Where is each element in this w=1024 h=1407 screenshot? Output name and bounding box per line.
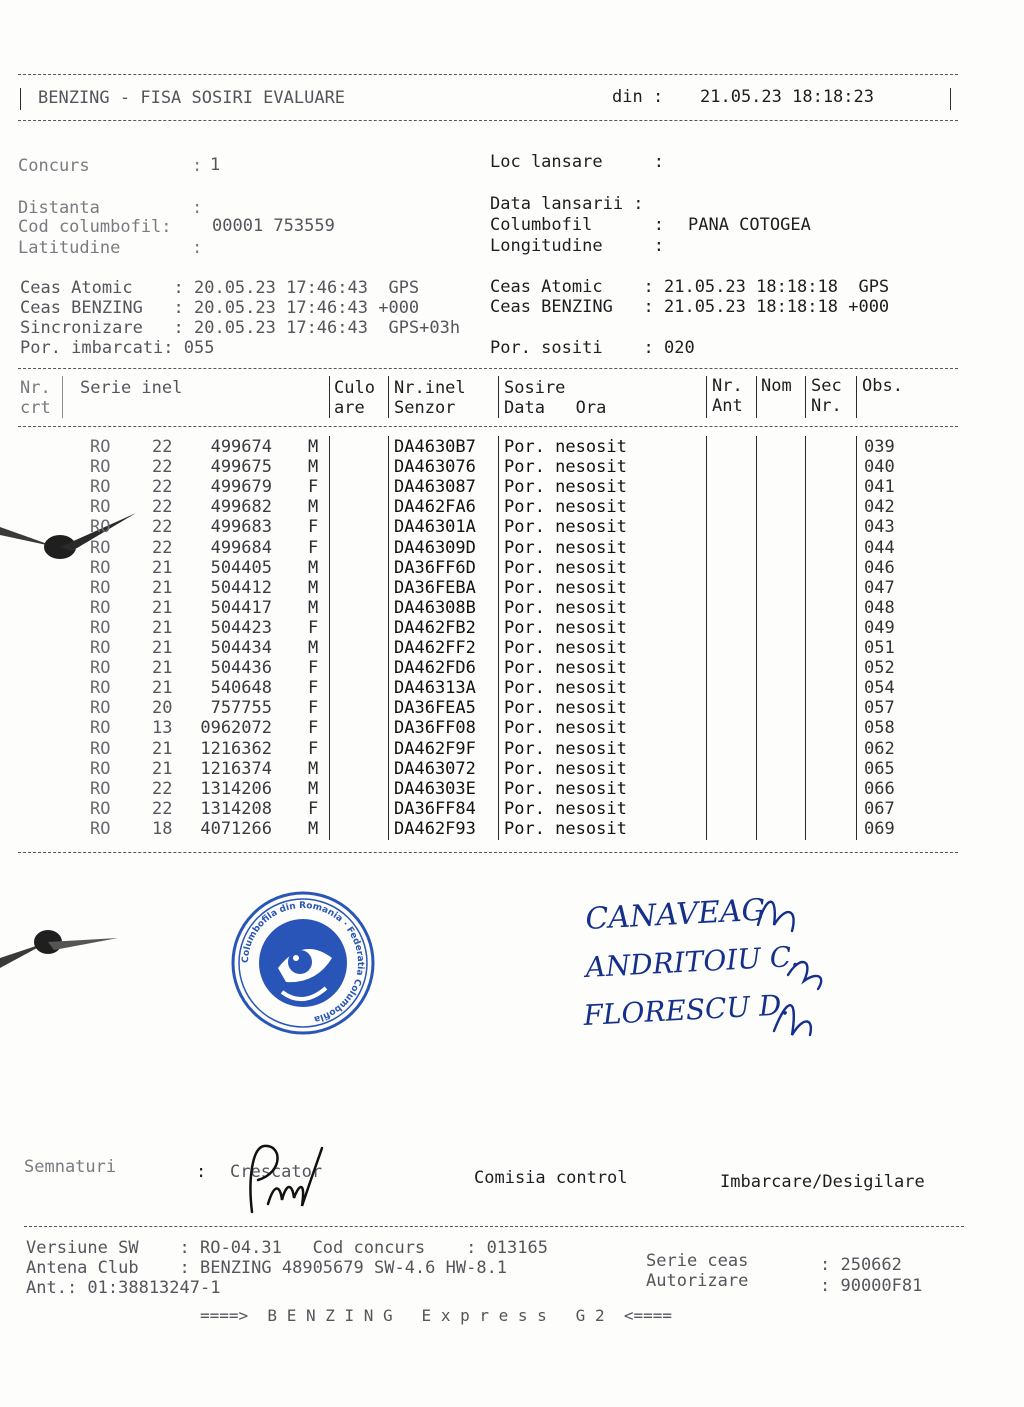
obs-value: 042 (864, 497, 895, 518)
sensor-id: DA463076 (394, 457, 476, 478)
ring-number: 499679 (210, 477, 272, 498)
ring-year: 22 (152, 477, 173, 498)
arrival-status: Por. nesosit (504, 638, 627, 658)
arrival-status: Por. nesosit (504, 457, 627, 478)
ring-country: RO (90, 577, 111, 598)
ring-country: RO (90, 437, 111, 457)
sensor-id: DA46301A (394, 517, 476, 538)
arrival-status: Por. nesosit (504, 437, 627, 457)
imbarcare-label: Imbarcare/Desigilare (720, 1172, 925, 1192)
data-lansarii-label: Data lansarii : (490, 194, 644, 214)
footer-line-2: Antena Club : BENZING 48905679 SW-4.6 HW-8.1 (26, 1258, 508, 1278)
obs-value: 054 (864, 678, 895, 699)
obs-value: 048 (864, 597, 895, 618)
report-date-value: 21.05.23 18:18:23 (700, 87, 874, 107)
ring-year: 21 (152, 758, 173, 779)
arrival-status: Por. nesosit (504, 577, 627, 598)
arrival-status: Por. nesosit (504, 758, 627, 779)
ring-year: 21 (152, 597, 173, 618)
pigeon-sex: F (308, 678, 319, 699)
ring-number: 504405 (210, 557, 272, 578)
signatures-label: Semnaturi (24, 1157, 117, 1177)
obs-value: 039 (864, 437, 895, 457)
header-top-rule (18, 74, 958, 75)
pigeon-sex: M (308, 437, 319, 457)
obs-value: 058 (864, 718, 895, 739)
ring-year: 21 (152, 557, 173, 578)
breeder-signature (222, 1140, 332, 1215)
svg-text:ANDRITOIU C.: ANDRITOIU C. (584, 939, 800, 984)
federation-stamp-icon (228, 888, 378, 1038)
header-culoare-1: Culo (334, 378, 375, 398)
ring-number: 499684 (210, 537, 272, 558)
arrival-status: Por. nesosit (504, 698, 627, 719)
sensor-id: DA463087 (394, 477, 476, 498)
ring-year: 22 (152, 437, 173, 457)
table-top-rule (18, 368, 958, 369)
header-serie-inel: Serie inel (80, 378, 183, 398)
arrival-status: Por. nesosit (504, 537, 627, 558)
pigeon-sex: M (308, 577, 319, 598)
sensor-id: DA462F9F (394, 738, 476, 759)
ring-country: RO (90, 818, 111, 839)
pigeon-sex: F (308, 698, 319, 719)
table-row (0, 739, 1024, 759)
header-right-bar (950, 88, 951, 110)
ring-country: RO (90, 718, 111, 739)
pigeon-sex: F (308, 718, 319, 739)
latitudine-label: Latitudine : (18, 238, 203, 258)
table-row (0, 477, 1024, 497)
sensor-id: DA463072 (394, 758, 476, 779)
arrival-status: Por. nesosit (504, 617, 627, 638)
pigeon-sex: F (308, 477, 319, 498)
pigeon-sex: M (308, 638, 319, 658)
serie-ceas-label: Serie ceas (646, 1251, 749, 1271)
ring-country: RO (90, 617, 111, 638)
sensor-id: DA36FEA5 (394, 698, 476, 719)
sensor-id: DA36FF6D (394, 557, 476, 578)
sensor-id: DA462F93 (394, 818, 476, 839)
pigeon-sex: M (308, 758, 319, 779)
arrival-status: Por. nesosit (504, 798, 627, 819)
ring-country: RO (90, 738, 111, 759)
pigeon-sex: M (308, 557, 319, 578)
ring-country: RO (90, 778, 111, 799)
ring-country: RO (90, 477, 111, 498)
ring-year: 21 (152, 738, 173, 759)
header-nr-ant-2: Ant (712, 396, 743, 416)
cod-columbofil-value: 00001 753559 (212, 216, 335, 236)
obs-value: 066 (864, 778, 895, 799)
table-row (0, 598, 1024, 618)
binder-pin-icon (0, 920, 130, 990)
sensor-id: DA36FF08 (394, 718, 476, 739)
sensor-id: DA4630B7 (394, 437, 476, 457)
sensor-id: DA46308B (394, 597, 476, 618)
header-col-bar (329, 376, 330, 418)
ring-year: 22 (152, 778, 173, 799)
table-row (0, 779, 1024, 799)
ring-number: 1314208 (200, 798, 272, 819)
table-row (0, 558, 1024, 578)
report-date-label: din : (612, 87, 664, 107)
pigeon-sex: F (308, 617, 319, 638)
ring-year: 22 (152, 537, 173, 558)
arrival-status: Por. nesosit (504, 517, 627, 538)
header-nom: Nom (761, 376, 792, 396)
ring-number: 499683 (210, 517, 272, 538)
arrival-status: Por. nesosit (504, 497, 627, 518)
ring-year: 21 (152, 658, 173, 679)
left-clock-line-1: Ceas Atomic : 20.05.23 17:46:43 GPS (20, 278, 420, 298)
ring-country: RO (90, 517, 111, 538)
ring-country: RO (90, 658, 111, 679)
svg-text:FLORESCU D.: FLORESCU D. (582, 988, 791, 1032)
header-col-bar (706, 376, 707, 418)
autorizare-value: : 90000F81 (820, 1276, 923, 1296)
obs-value: 052 (864, 658, 895, 679)
ring-year: 18 (152, 818, 173, 839)
autorizare-label: Autorizare (646, 1271, 749, 1291)
obs-value: 043 (864, 517, 895, 538)
signatures-colon: : (196, 1162, 207, 1182)
table-row (0, 698, 1024, 718)
header-culoare-2: are (334, 398, 365, 418)
obs-value: 067 (864, 798, 895, 819)
ring-number: 0962072 (200, 718, 272, 739)
header-sec-2: Nr. (811, 396, 842, 416)
header-col-bar (805, 376, 806, 418)
header-sosire-2: Data Ora (504, 398, 607, 418)
arrival-status: Por. nesosit (504, 557, 627, 578)
obs-value: 049 (864, 617, 895, 638)
longitudine-label: Longitudine : (490, 236, 664, 256)
arrival-status: Por. nesosit (504, 738, 627, 759)
pigeon-sex: F (308, 658, 319, 679)
ring-year: 13 (152, 718, 173, 739)
columbofil-value: PANA COTOGEA (688, 215, 811, 235)
ring-number: 504434 (210, 638, 272, 658)
table-header-rule (18, 426, 958, 427)
ring-country: RO (90, 798, 111, 819)
pigeon-sex: M (308, 597, 319, 618)
table-row (0, 457, 1024, 477)
arrival-status: Por. nesosit (504, 778, 627, 799)
sensor-id: DA462FA6 (394, 497, 476, 518)
table-row (0, 497, 1024, 517)
obs-value: 040 (864, 457, 895, 478)
concurs-value: 1 (210, 155, 221, 175)
ring-year: 22 (152, 457, 173, 478)
table-row (0, 618, 1024, 638)
pigeon-sex: F (308, 537, 319, 558)
distanta-label: Distanta : (18, 198, 203, 218)
ring-country: RO (90, 457, 111, 478)
svg-text:Columbofila din Romania · Fede: Columbofila din Romania · Federatia Columbofila (240, 900, 366, 1024)
ring-number: 504417 (210, 597, 272, 618)
header-col-bar (756, 376, 757, 418)
footer-line-1: Versiune SW : RO-04.31 Cod concurs : 013165 (26, 1238, 548, 1258)
sensor-id: DA36FEBA (394, 577, 476, 598)
ring-number: 1216374 (200, 758, 272, 779)
ring-country: RO (90, 537, 111, 558)
ring-number: 1314206 (200, 778, 272, 799)
header-nr-inel-1: Nr.inel (394, 378, 466, 398)
ring-year: 21 (152, 678, 173, 699)
table-row (0, 759, 1024, 779)
ring-number: 499682 (210, 497, 272, 518)
pigeon-sex: M (308, 457, 319, 478)
right-clock-line-1: Ceas Atomic : 21.05.23 18:18:18 GPS (490, 277, 890, 297)
header-col-bar (498, 376, 499, 418)
handwritten-names (578, 885, 838, 1045)
serie-ceas-value: : 250662 (820, 1255, 902, 1275)
obs-value: 044 (864, 537, 895, 558)
ring-country: RO (90, 678, 111, 699)
header-col-bar (388, 376, 389, 418)
arrival-status: Por. nesosit (504, 597, 627, 618)
obs-value: 069 (864, 818, 895, 839)
ring-number: 1216362 (200, 738, 272, 759)
ring-number: 4071266 (200, 818, 272, 839)
ring-country: RO (90, 758, 111, 779)
concurs-label: Concurs : (18, 156, 203, 176)
ring-year: 22 (152, 798, 173, 819)
footer-line-3: Ant.: 01:38813247-1 (26, 1278, 221, 1298)
table-row (0, 718, 1024, 738)
obs-value: 065 (864, 758, 895, 779)
ring-year: 20 (152, 698, 173, 719)
header-nr-1: Nr. (20, 378, 51, 398)
ring-country: RO (90, 597, 111, 618)
ring-year: 21 (152, 577, 173, 598)
table-row (0, 799, 1024, 819)
header-col-bar (856, 376, 857, 418)
table-row (0, 437, 1024, 457)
sensor-id: DA46303E (394, 778, 476, 799)
ring-number: 504412 (210, 577, 272, 598)
header-sosire-1: Sosire (504, 378, 566, 398)
ring-number: 757755 (210, 698, 272, 719)
header-obs: Obs. (862, 376, 903, 396)
arrival-status: Por. nesosit (504, 718, 627, 739)
footer-banner: ====> B E N Z I N G E x p r e s s G 2 <==== (200, 1306, 673, 1325)
header-nr-2: crt (20, 398, 51, 418)
report-title: BENZING - FISA SOSIRI EVALUARE (38, 88, 346, 108)
ring-country: RO (90, 557, 111, 578)
arrival-status: Por. nesosit (504, 477, 627, 498)
arrival-status: Por. nesosit (504, 658, 627, 679)
obs-value: 057 (864, 698, 895, 719)
header-bottom-rule (18, 120, 958, 121)
sensor-id: DA46309D (394, 537, 476, 558)
pigeon-sex: M (308, 497, 319, 518)
ring-year: 22 (152, 517, 173, 538)
columbofil-label: Columbofil : (490, 215, 664, 235)
left-clock-line-3: Sincronizare : 20.05.23 17:46:43 GPS+03h (20, 318, 461, 338)
footer-rule (24, 1226, 964, 1227)
crescator-label: Crescator (230, 1162, 323, 1182)
pigeon-sex: F (308, 798, 319, 819)
table-row (0, 658, 1024, 678)
table-row (0, 538, 1024, 558)
ring-number: 499674 (210, 437, 272, 457)
right-clock-line-2: Ceas BENZING : 21.05.23 18:18:18 +000 (490, 297, 890, 317)
arrival-status: Por. nesosit (504, 818, 627, 839)
ring-year: 22 (152, 497, 173, 518)
pigeon-sex: F (308, 517, 319, 538)
loc-lansare-label: Loc lansare : (490, 152, 664, 172)
ring-number: 499675 (210, 457, 272, 478)
comisia-label: Comisia control (474, 1168, 628, 1188)
ring-number: 504436 (210, 658, 272, 679)
sensor-id: DA462FB2 (394, 617, 476, 638)
obs-value: 062 (864, 738, 895, 759)
pigeon-sex: M (308, 778, 319, 799)
svg-text:CANAVEAG: CANAVEAG (584, 892, 767, 937)
ring-country: RO (90, 638, 111, 658)
ring-country: RO (90, 497, 111, 518)
table-row (0, 678, 1024, 698)
right-clock-line-4: Por. sositi : 020 (490, 338, 695, 358)
arrival-status: Por. nesosit (504, 678, 627, 699)
ring-year: 21 (152, 638, 173, 658)
table-bottom-rule (18, 852, 958, 853)
ring-number: 540648 (210, 678, 272, 699)
header-nr-ant-1: Nr. (712, 376, 743, 396)
sensor-id: DA462FF2 (394, 638, 476, 658)
header-sec-1: Sec (811, 376, 842, 396)
ring-number: 504423 (210, 617, 272, 638)
ring-country: RO (90, 698, 111, 719)
sensor-id: DA462FD6 (394, 658, 476, 679)
left-clock-line-2: Ceas BENZING : 20.05.23 17:46:43 +000 (20, 298, 420, 318)
table-row (0, 638, 1024, 658)
obs-value: 047 (864, 577, 895, 598)
table-row (0, 517, 1024, 537)
obs-value: 046 (864, 557, 895, 578)
obs-value: 041 (864, 477, 895, 498)
header-col-bar (62, 376, 63, 418)
obs-value: 051 (864, 638, 895, 658)
pigeon-sex: F (308, 738, 319, 759)
pigeon-sex: M (308, 818, 319, 839)
header-left-bar (20, 88, 21, 110)
ring-year: 21 (152, 617, 173, 638)
sensor-id: DA46313A (394, 678, 476, 699)
cod-columbofil-label: Cod columbofil: (18, 217, 172, 237)
table-row (0, 578, 1024, 598)
table-row (0, 819, 1024, 839)
sensor-id: DA36FF84 (394, 798, 476, 819)
left-clock-line-4: Por. imbarcati: 055 (20, 338, 215, 358)
header-nr-inel-2: Senzor (394, 398, 456, 418)
